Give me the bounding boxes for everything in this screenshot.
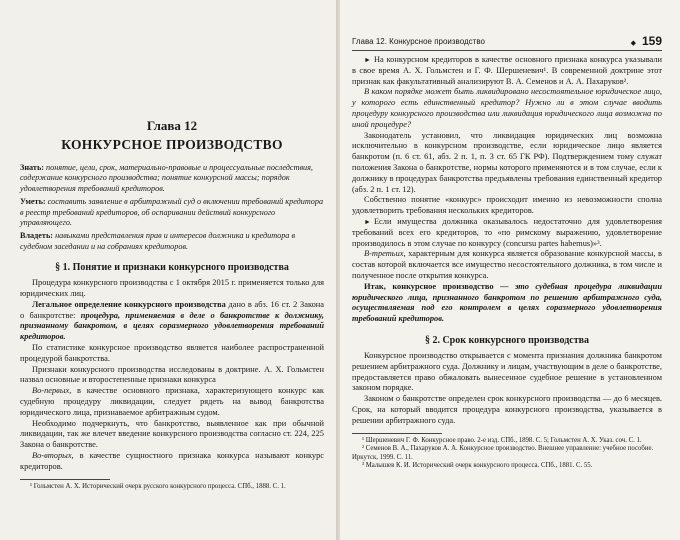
paragraph: В-третьих, характерным для конкурса является образование конкурсной массы, в состав которой включается все имущество несостоятельного должника, в том числе и полученное после открытия конкурса. (352, 249, 662, 280)
objective-own: Владеть: навыками представления прав и интересов должника и кредитора в судебном заседании и на собраниях кредиторов. (20, 231, 296, 251)
paragraph: Конкурсное производство открывается с момента признания должника банкротом решением арбитражного суда. Должнику и лицам, участвующим в деле о банкротстве, предоставляется право обжаловать вынесенное судебное решение в установленном законом порядке. (352, 350, 662, 393)
objective-can: Уметь: составить заявление в арбитражный суд о включении требований кредитора в реестр требований кредиторов, об оспаривании действий конкурсного управляющего. (20, 197, 324, 228)
page-number: 159 (641, 34, 662, 48)
footnote: ² Семенов В. А., Пахаруков А. А. Конкурсное производство. Внешнее управление: учебное пособие. Иркутск, 1999. С. 11. (352, 445, 654, 461)
footnote: ³ Малышев К. И. Исторический очерк конкурсного процесса. СПб., 1881. С. 55. (362, 462, 593, 470)
paragraph: Необходимо подчеркнуть, что банкротство, выявленное как при обычной ликвидации, так же влечет введение конкурсного производства согласно ст. 224, 225 Закона о банкротстве. (20, 418, 324, 450)
footnote-divider (20, 479, 110, 480)
section-heading-1: § 1. Понятие и признаки конкурсного производства (55, 262, 289, 274)
paragraph: Законодатель установил, что ликвидация юридических лиц возможна исключительно в конкурсном производстве, если юридическое лицо является банкротом (п. 6 ст. 61, абз. 2 п. 1, п. 3 ст. 65 ГК РФ). Подтверждением тому служат положения Закона о банкротстве, нормы которого применяются и в том случае, если к должнику в процедурах банкротства предъявлены требования единственный кредитор (абз. 2 п. 1 ст. 12). (352, 130, 662, 194)
left-page (0, 0, 338, 540)
paragraph-question: В каком порядке может быть ликвидировано несостоятельное юридическое лицо, у которого есть единственный кредитор? Нужно ли в этом случае вводить процедуру конкурсного производства или ликвидация юридического лица возможна по иной процедуре? (352, 87, 662, 129)
running-header-title: Глава 12. Конкурсное производство (352, 36, 485, 46)
chapter-title: КОНКУРСНОЕ ПРОИЗВОДСТВО (61, 137, 283, 152)
footnote: ¹ Шершеневич Г. Ф. Конкурсное право. 2-е изд. СПб., 1898. С. 5; Гольмстен А. Х. Указ. соч. С. 1. (362, 436, 642, 444)
paragraph: ► Если имущества должника оказывалось недостаточно для удовлетворения требований всех его кредиторов, то «по римскому выражению, удовлетворение производилось в этом случае по конкурсу (concursu partes habemus)»³. (352, 216, 662, 248)
paragraph: Собственно понятие «конкурс» происходит именно из невозможности сполна удовлетворить требования нескольких кредиторов. (352, 195, 662, 216)
arrow-marker-icon: ► (364, 56, 371, 64)
footnote: ¹ Гольмстен А. Х. Исторический очерк русского конкурсного процесса. СПб., 1888. С. 1. (30, 482, 286, 490)
paragraph: Процедура конкурсного производства с 1 октября 2015 г. применяется только для юридических лиц. (20, 278, 324, 299)
paragraph: Признаки конкурсного производства исследованы в доктрине. А. Х. Гольмстен назвал основные и второстепенные признаки конкурса (20, 364, 324, 385)
footnote-divider (352, 433, 442, 434)
arrow-marker-icon: ► (364, 217, 371, 226)
paragraph: Законом о банкротстве определен срок конкурсного производства — до 6 месяцев. Срок, на который вводится процедура конкурсного производства, указывается в решении арбитражного суда. (352, 394, 662, 425)
paragraph: ► На конкурсном кредиторов в качестве основного признака конкурса указывали в свое время А. Х. Гольмстен и Г. Ф. Шершеневич¹. В современной доктрине этот признак как факультативный анализируют В. А. Семенов и А. А. Пахаруков². (352, 55, 662, 86)
running-header (352, 34, 662, 51)
right-page (340, 0, 680, 540)
section-heading-2: § 2. Срок конкурсного производства (424, 334, 590, 346)
paragraph: Во-вторых, в качестве сущностного признака конкурса называют конкурс кредиторов. (20, 451, 324, 471)
paragraph: По статистике конкурсное производство является наиболее распространенной процедурой банкротства. (20, 343, 324, 363)
bullet-icon: ◆ (630, 40, 636, 47)
paragraph-definition: Легальное определение конкурсного производства дано в абз. 16 ст. 2 Закона о банкротстве: процедура, применяемая в деле о банкротстве к должнику, признанному банкротом, в целях соразмерного удовлетворения требований кредиторов. (20, 299, 324, 342)
objective-know: Знать: понятие, цели, срок, материально-правовые и процессуальные последствия, содержание конкурсного производства; понятие конкурсной массы; порядок удовлетворения требований кредиторов. (20, 163, 313, 193)
chapter-number: Глава 12 (146, 118, 198, 133)
paragraph: Во-первых, в качестве основного признака, характеризующего конкурс как судебную процедуру ликвидации, следует рядеть на вывод банкротства юридического лица, признаваемое арбитражным судом. (20, 386, 324, 417)
paragraph-definition: Итак, конкурсное производство — это судебная процедура ликвидации юридического лица, признанного банкротом по решению арбитражного суда, осуществляемая под его контролем в целях соразмерного удовлетворения требований кредиторов. (352, 281, 662, 324)
